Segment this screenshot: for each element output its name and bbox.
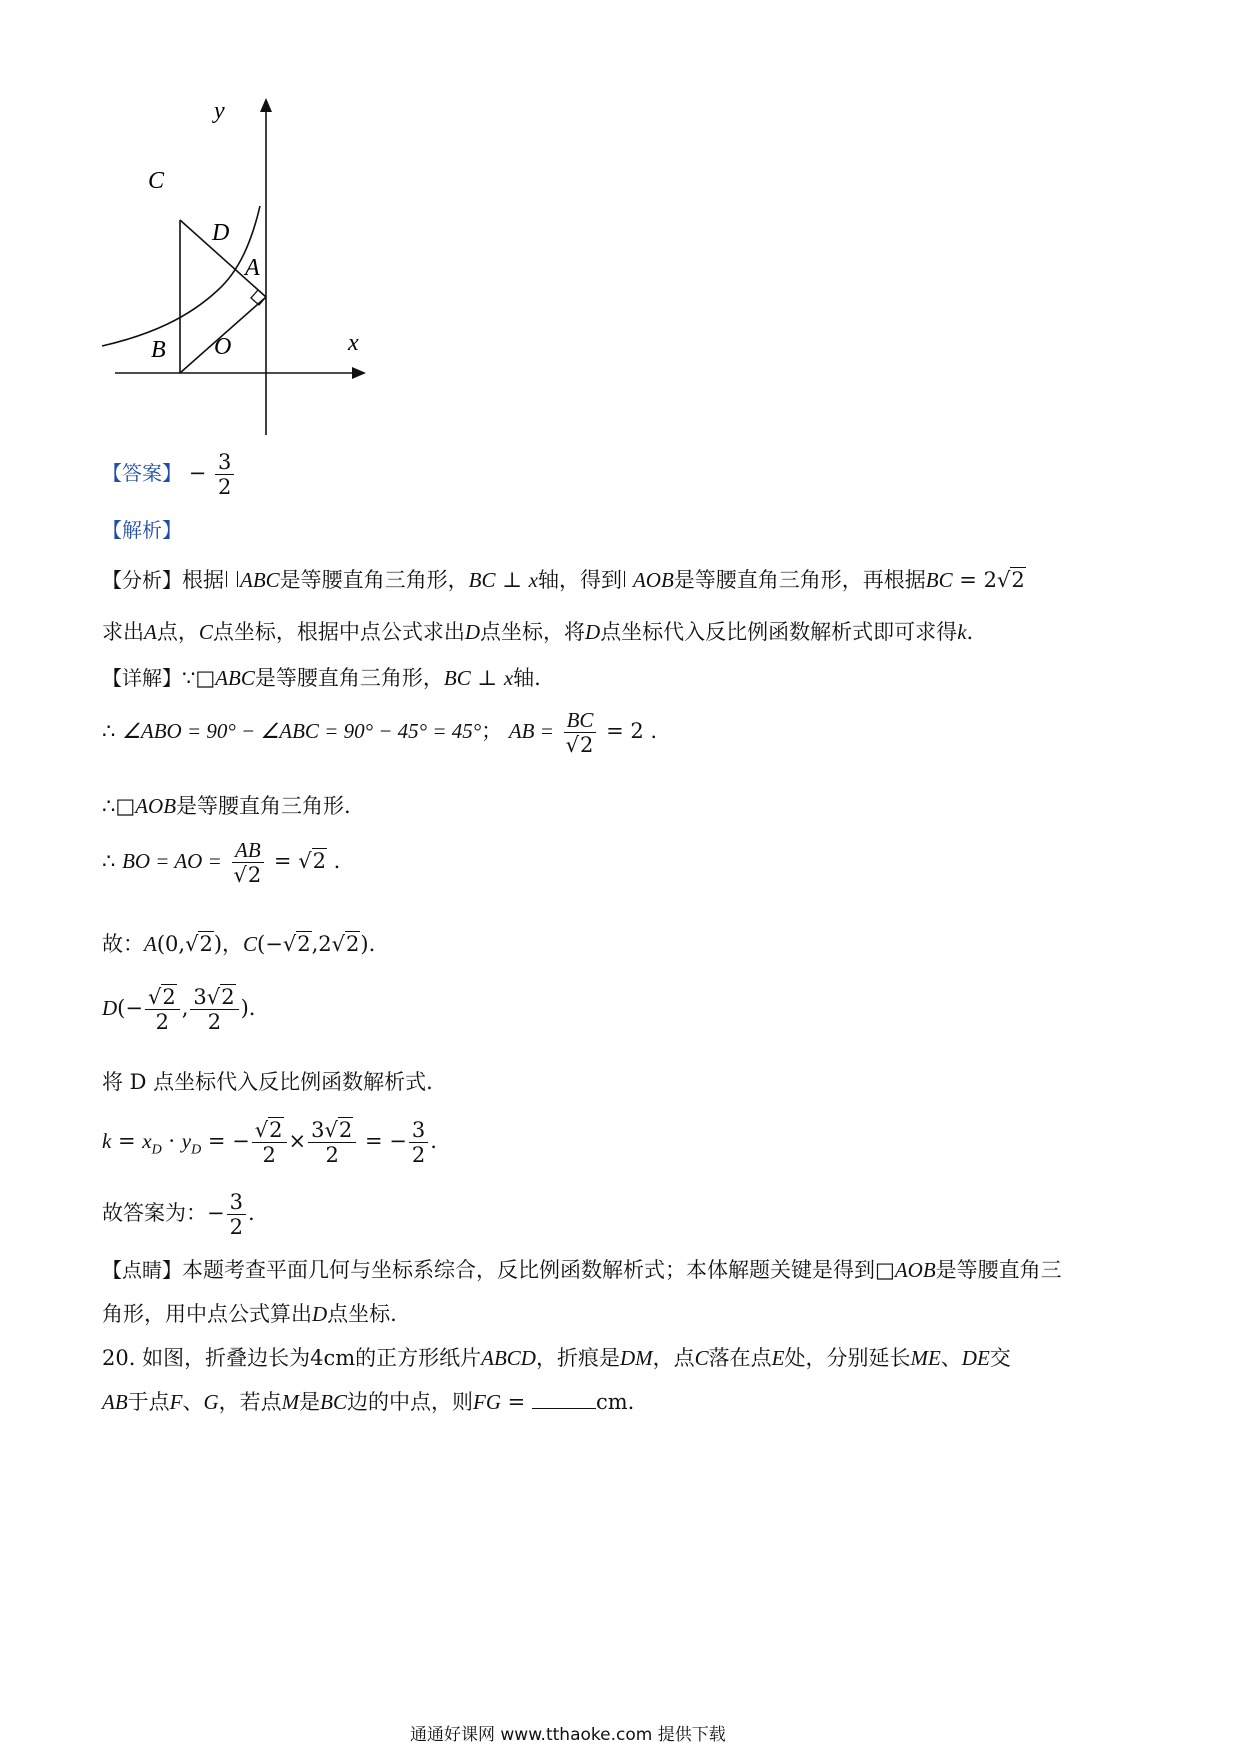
eq7-eq: =	[111, 1129, 143, 1154]
eq5-num1	[145, 985, 180, 1010]
eq8-line	[102, 1190, 255, 1239]
xiangjie-bc: BC	[443, 666, 471, 690]
fenxi-pd2: D	[585, 620, 601, 644]
eq5-den2: 2	[207, 1010, 222, 1035]
q20-l2e: 边的中点，则	[347, 1390, 473, 1414]
coordinate-figure	[90, 90, 430, 460]
xiangjie-perp: ⊥	[470, 666, 504, 690]
label-c: C	[148, 168, 165, 194]
eq2-text: 是等腰直角三角形.	[176, 794, 351, 818]
eq5-frac2	[190, 985, 238, 1034]
label-o: O	[214, 334, 232, 360]
q20-t8: 交	[989, 1346, 1011, 1370]
q20-c: C	[694, 1346, 709, 1370]
q20-eq: =	[501, 1390, 532, 1414]
xiangjie-x: x	[503, 666, 514, 690]
answer-sign: −	[188, 461, 207, 486]
eq4-c-close: )	[360, 932, 369, 956]
eq7-line	[102, 1118, 437, 1167]
eq7-coef: 3	[311, 1118, 325, 1142]
xiangjie-t1: 是等腰直角三角形，	[254, 666, 444, 690]
eq2-box: □	[115, 794, 136, 818]
sqrt-symbol: √2	[298, 849, 326, 874]
eq5-d: D	[102, 996, 118, 1021]
eq7-num1	[252, 1118, 287, 1143]
eq4-rad2: 2	[297, 932, 311, 956]
eq7-k: k	[102, 1129, 112, 1154]
eq3-eq: =	[273, 849, 292, 874]
sqrt-symbol: √2	[565, 733, 594, 758]
eq5-coef: 3	[193, 985, 207, 1009]
xiangjie-box: □	[195, 666, 216, 690]
fenxi-tri1: ABC	[240, 568, 280, 592]
eq4-c-open: (−	[257, 932, 283, 956]
eq7-frac3	[409, 1118, 428, 1167]
answer-num: 3	[215, 450, 234, 475]
xiangjie-tri: ABC	[215, 666, 255, 690]
fenxi-line-2	[102, 616, 973, 646]
fenxi-line-1	[102, 564, 1026, 594]
fenxi-end: .	[966, 620, 974, 644]
because-symbol: ∵	[182, 666, 196, 690]
eq4-a-open: (0,	[156, 932, 186, 956]
eq5-comma: ,	[181, 996, 189, 1021]
xiangjie-line	[102, 662, 541, 692]
eq1-semi: ；	[481, 719, 503, 744]
xiangjie-t2: 轴.	[513, 666, 541, 690]
dianjing-l2a: 角形，用中点公式算出	[102, 1302, 312, 1326]
fenxi-pc: C	[198, 620, 213, 644]
eq5-end: .	[248, 996, 256, 1021]
q20-e: E	[771, 1346, 785, 1370]
q20-f: F	[169, 1390, 183, 1414]
answer-tag: 【答案】	[102, 461, 182, 486]
fenxi-x: x	[528, 568, 538, 592]
eq1-end: .	[650, 719, 658, 744]
q20-t5: 落在点	[708, 1346, 772, 1370]
eq3-rad: 2	[247, 863, 262, 888]
eq4-a: A	[144, 932, 157, 956]
box-symbol	[226, 571, 238, 587]
eq7-xd: x	[142, 1129, 152, 1154]
eq1-lhs: ∠ABO = 90° − ∠ABC = 90° − 45° = 45°	[122, 719, 482, 744]
eq7-den2: 2	[325, 1143, 339, 1168]
eq7-num2	[308, 1118, 356, 1143]
fenxi-eq: = 2	[952, 568, 997, 592]
eq4-c: C	[243, 932, 258, 956]
q20-unit: cm.	[595, 1390, 635, 1414]
sqrt-symbol: √2	[324, 1118, 353, 1142]
eq7-sub2: D	[191, 1142, 202, 1158]
fenxi-t4: 是等腰直角三角形，再根据	[673, 568, 926, 592]
fenxi-bc: BC	[468, 568, 496, 592]
label-b: B	[151, 337, 166, 363]
eq8-num: 3	[227, 1190, 246, 1215]
fenxi-t3: 轴，得到	[537, 568, 622, 592]
sqrt-symbol: √2	[185, 932, 213, 956]
eq7-eq2: = −	[201, 1129, 250, 1154]
q20-abcd: ABCD	[481, 1346, 536, 1370]
eq7-dot: ·	[161, 1129, 182, 1154]
q20-l2d: 是	[299, 1390, 321, 1414]
eq4-line	[102, 928, 375, 958]
eq5-frac1	[145, 985, 180, 1034]
fenxi-l2e: 点坐标代入反比例函数解析式即可求得	[600, 620, 958, 644]
eq7-sub1: D	[151, 1142, 162, 1158]
eq3-den	[230, 863, 265, 887]
fenxi-l2b: 点，	[156, 620, 199, 644]
fenxi-t1: 根据	[182, 568, 224, 592]
hyperbola-curve	[102, 206, 260, 346]
q20-t6: 处，分别延长	[784, 1346, 911, 1370]
eq8-fraction	[227, 1190, 246, 1239]
fenxi-bc2: BC	[925, 568, 953, 592]
x-axis-arrow	[352, 367, 366, 379]
eq7-times: ×	[288, 1129, 307, 1154]
page-footer: 通通好课网 www.tthaoke.com 提供下载	[410, 1725, 726, 1745]
sqrt-symbol: √2	[206, 985, 235, 1009]
answer-den: 2	[217, 475, 232, 500]
fenxi-tag: 【分析】	[102, 568, 182, 592]
q20-de: DE	[961, 1346, 990, 1370]
eq4-comma: ，	[222, 932, 244, 956]
sqrt-symbol: √2	[282, 932, 311, 956]
therefore-symbol: ∴	[102, 794, 116, 818]
eq5-num2	[190, 985, 238, 1010]
box-symbol	[624, 571, 631, 587]
eq4-end: .	[368, 932, 376, 956]
eq4-gu: 故：	[102, 932, 144, 956]
q20-num: 20.	[102, 1346, 143, 1370]
eq3-rad2: 2	[312, 849, 326, 874]
q20-line-2	[102, 1386, 634, 1416]
eq4-a-close: )	[213, 932, 223, 956]
eq7-eq3: = −	[358, 1129, 407, 1154]
eq7-frac2	[308, 1118, 356, 1167]
q20-line-1	[102, 1342, 1011, 1372]
eq5-den1: 2	[155, 1010, 170, 1035]
q20-m: M	[281, 1390, 300, 1414]
dianjing-l2b: 点坐标.	[327, 1302, 397, 1326]
dianjing-line-1	[102, 1254, 1062, 1284]
q20-l2c: ，若点	[218, 1390, 282, 1414]
fenxi-rad: 2	[1011, 568, 1025, 592]
q20-me: ME	[910, 1346, 941, 1370]
eq1-fraction	[563, 708, 598, 757]
eq1-den	[563, 733, 598, 757]
fenxi-l2a: 求出	[102, 620, 144, 644]
eq3-end: .	[333, 849, 341, 874]
eq2-tri: AOB	[135, 794, 177, 818]
y-axis-arrow	[260, 98, 272, 112]
eq3-fraction	[230, 838, 265, 887]
q20-ab: AB	[102, 1390, 128, 1414]
eq6-line: 将 D 点坐标代入反比例函数解析式.	[102, 1070, 433, 1094]
eq7-yd: y	[181, 1129, 192, 1154]
sqrt-symbol: √2	[254, 1118, 283, 1142]
q20-bc: BC	[320, 1390, 347, 1414]
eq8-text: 故答案为：	[102, 1201, 207, 1226]
fenxi-l2c: 点坐标，根据中点公式求出	[212, 620, 465, 644]
eq2-line	[102, 790, 351, 820]
dianjing-line-2	[102, 1298, 397, 1328]
dianjing-pd: D	[312, 1302, 328, 1326]
q20-t7: 、	[940, 1346, 962, 1370]
answer-line	[102, 450, 236, 499]
eq1-rhs: = 2	[606, 719, 644, 744]
analysis-tag: 【解析】	[102, 518, 182, 542]
xiangjie-tag: 【详解】	[102, 666, 182, 690]
eq4-c-mid: ,2	[311, 932, 332, 956]
eq1-rad: 2	[580, 733, 594, 758]
dianjing-tri: AOB	[894, 1258, 936, 1282]
eq1-num: BC	[564, 708, 597, 733]
eq7-den1: 2	[262, 1143, 276, 1168]
q20-t1: 如图，折叠边长为	[142, 1346, 311, 1370]
eq5-open: (−	[117, 996, 143, 1021]
label-y: y	[214, 98, 225, 124]
eq8-sign: −	[207, 1201, 225, 1226]
eq4-rad3: 2	[346, 932, 360, 956]
dianjing-t2: 是等腰直角三	[935, 1258, 1062, 1282]
eq7-rad1: 2	[269, 1118, 283, 1142]
label-d: D	[212, 220, 230, 246]
q20-fg: FG	[473, 1390, 501, 1414]
q20-t3: ，折痕是	[535, 1346, 620, 1370]
eq7-den3: 2	[411, 1143, 426, 1168]
eq7-end: .	[430, 1129, 437, 1154]
q20-t2: 的正方形纸片	[355, 1346, 482, 1370]
dianjing-box: □	[875, 1258, 895, 1282]
dianjing-tag: 【点睛】	[102, 1258, 182, 1282]
q20-t4: ，点	[652, 1346, 695, 1370]
answer-fraction	[215, 450, 234, 499]
therefore-symbol: ∴	[102, 849, 116, 874]
label-x: x	[348, 330, 359, 356]
eq3-num: AB	[232, 838, 264, 863]
label-a: A	[245, 255, 260, 281]
q20-len: 4cm	[310, 1346, 356, 1370]
eq5-rad1: 2	[162, 985, 176, 1009]
eq7-frac1	[252, 1118, 287, 1167]
eq1-line	[102, 708, 657, 757]
answer-blank[interactable]	[532, 1390, 596, 1409]
therefore-symbol: ∴	[102, 719, 116, 744]
dianjing-t1: 本题考查平面几何与坐标系综合，反比例函数解析式；本体解题关键是得到	[182, 1258, 875, 1282]
eq3-lhs: BO = AO =	[122, 849, 222, 874]
q20-l2b: 、	[182, 1390, 204, 1414]
eq5-line	[102, 985, 255, 1034]
eq7-num3: 3	[409, 1118, 428, 1143]
sqrt-symbol: √2	[147, 985, 176, 1009]
sqrt-symbol: √2	[233, 863, 262, 888]
fenxi-pa: A	[144, 620, 157, 644]
sqrt-symbol: √2	[331, 932, 360, 956]
eq1-ab: AB =	[508, 719, 554, 744]
eq4-rad1: 2	[199, 932, 213, 956]
eq8-end: .	[247, 1201, 255, 1226]
eq7-rad2: 2	[338, 1118, 353, 1142]
fenxi-perp: ⊥	[495, 568, 529, 592]
q20-l2a: 于点	[127, 1390, 170, 1414]
fenxi-pd: D	[464, 620, 481, 644]
eq5-rad2: 2	[221, 985, 235, 1009]
q20-dm: DM	[619, 1346, 653, 1370]
fenxi-tri2: AOB	[632, 568, 674, 592]
q20-g: G	[203, 1390, 219, 1414]
fenxi-k: k	[957, 620, 967, 644]
eq3-line	[102, 838, 340, 887]
fenxi-t2: 是等腰直角三角形，	[279, 568, 469, 592]
eq5-close: )	[240, 996, 249, 1021]
fenxi-l2d: 点坐标，将	[480, 620, 586, 644]
eq8-den: 2	[229, 1215, 243, 1240]
sqrt-symbol: √2	[996, 568, 1025, 592]
